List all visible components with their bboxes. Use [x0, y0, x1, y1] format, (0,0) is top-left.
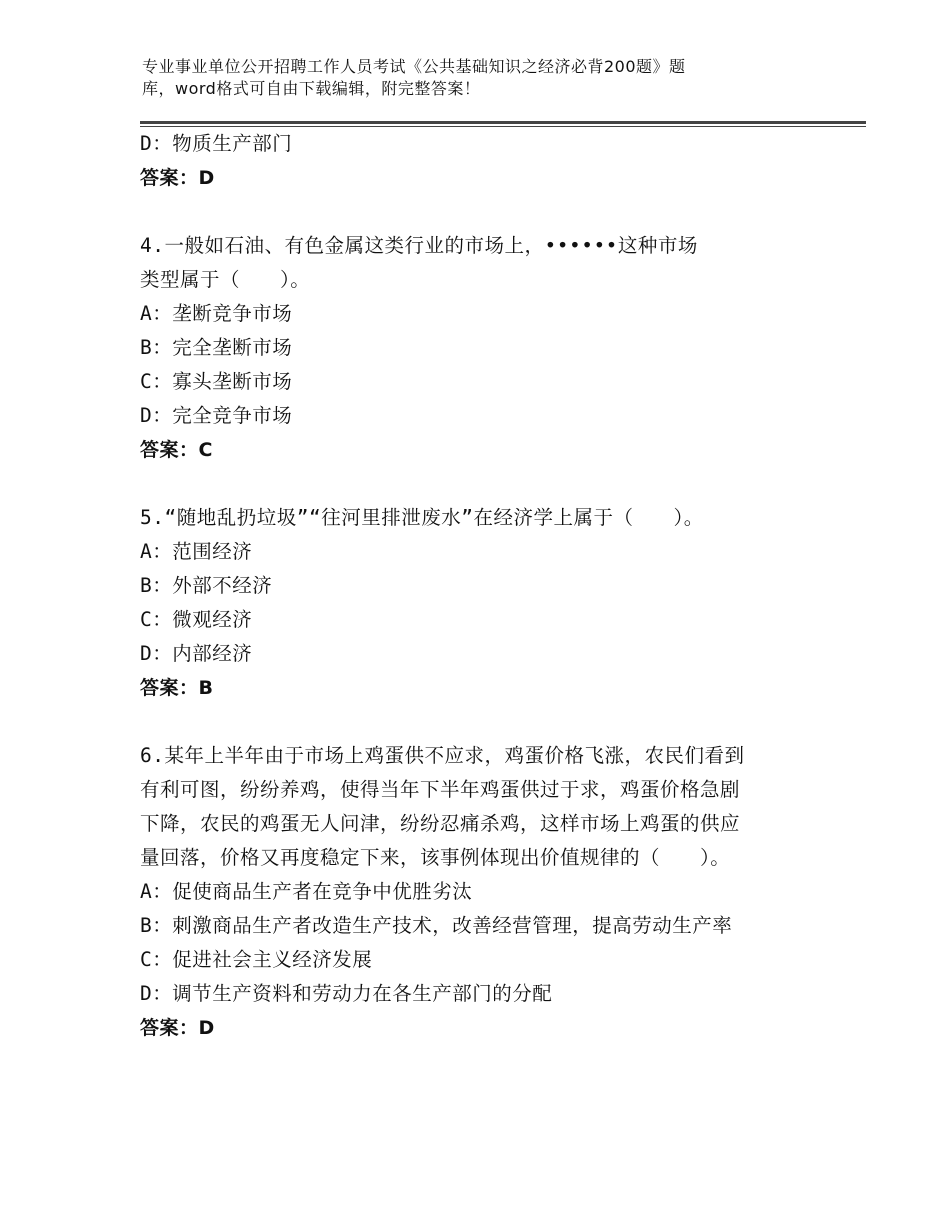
q4-text-line-2: 类型属于（ ）。 [140, 268, 311, 291]
q6-option-d: D：调节生产资料和劳动力在各生产部门的分配 [140, 982, 553, 1005]
q6-option-a: A：促使商品生产者在竞争中优胜劣汰 [140, 880, 473, 903]
header-line-1: 专业事业单位公开招聘工作人员考试《公共基础知识之经济必背200题》题 [142, 57, 686, 76]
header-line-2: 库，word格式可自由下载编辑，附完整答案！ [142, 79, 481, 98]
q6-option-b: B：刺激商品生产者改造生产技术，改善经营管理，提高劳动生产率 [140, 914, 733, 937]
q4-option-a: A：垄断竞争市场 [140, 302, 293, 325]
document-body [140, 127, 800, 1045]
q6-text-line-3: 下降，农民的鸡蛋无人问津，纷纷忍痛杀鸡，这样市场上鸡蛋的供应 [140, 812, 741, 835]
q6-answer: 答案：D [140, 1017, 215, 1039]
q4-option-c: C：寡头垄断市场 [140, 370, 293, 393]
q5-option-d: D：内部经济 [140, 642, 253, 665]
spacer [140, 195, 800, 229]
q4-option-d: D：完全竞争市场 [140, 404, 293, 427]
q5-option-c: C：微观经济 [140, 608, 253, 631]
q6-option-c: C：促进社会主义经济发展 [140, 948, 373, 971]
q6-text-line-1: 6.某年上半年由于市场上鸡蛋供不应求，鸡蛋价格飞涨，农民们看到 [140, 744, 745, 767]
spacer [140, 467, 800, 501]
header-rule-thick [140, 121, 866, 124]
spacer [140, 705, 800, 739]
q6-text-line-4: 量回落，价格又再度稳定下来，该事例体现出价值规律的（ ）。 [140, 846, 731, 869]
q5-text-line-1: 5.“随地乱扔垃圾”“往河里排泄废水”在经济学上属于（ ）。 [140, 506, 704, 529]
q4-answer: 答案：C [140, 439, 213, 461]
prev-answer: 答案：D [140, 167, 215, 189]
q4-text-line-1: 4.一般如石油、有色金属这类行业的市场上，••••••这种市场 [140, 234, 698, 257]
q5-option-b: B：外部不经济 [140, 574, 273, 597]
q4-option-b: B：完全垄断市场 [140, 336, 293, 359]
document-header [142, 56, 792, 100]
q5-answer: 答案：B [140, 677, 214, 699]
q6-text-line-2: 有利可图，纷纷养鸡，使得当年下半年鸡蛋供过于求，鸡蛋价格急剧 [140, 778, 741, 801]
q5-option-a: A：范围经济 [140, 540, 253, 563]
prev-option-d: D：物质生产部门 [140, 132, 293, 155]
